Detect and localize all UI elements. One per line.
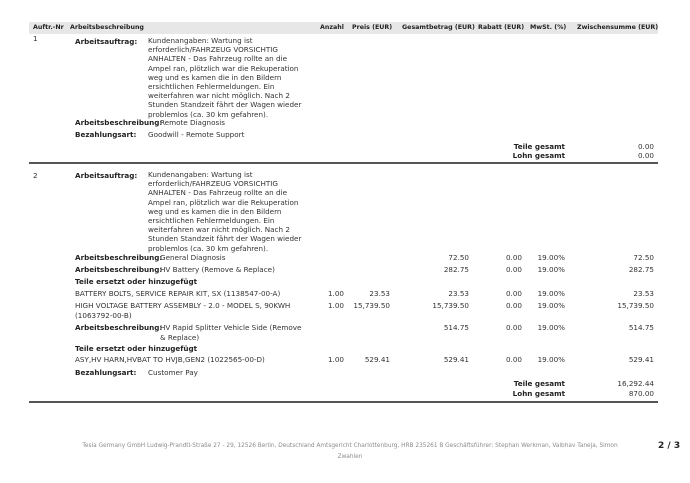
bezahlungsart-label: Bezahlungsart: [75, 130, 137, 139]
rabatt-cell: 0.00 [505, 265, 522, 274]
arbeitsbeschreibung-label: Arbeitsbeschreibung: [75, 118, 163, 127]
arbeitsauftrag-label: Arbeitsauftrag: [75, 171, 138, 180]
gesamtbetrag-cell: 15,739.50 [432, 301, 469, 310]
arbeitsbeschreibung-label: Arbeitsbeschreibung: [75, 323, 163, 332]
parts-heading: Teile ersetzt oder hinzugefügt [75, 277, 198, 286]
col-zwischensumme: Zwischensumme (EUR) [577, 24, 659, 31]
rabatt-cell: 0.00 [505, 323, 522, 332]
rabatt-cell: 0.00 [505, 253, 522, 262]
bezahlungsart-value: Customer Pay [148, 368, 198, 377]
arbeitsauftrag-text: Kundenangaben: Wartung ist erforderlich/FAHRZEUG VORSICHTIG ANHALTEN - Das Fahrzeug rollte an die Ampel ran, plötzlich war die Rekuperation weg und es kamen die in den Bildern ersichtlichen Fehlermeldungen. Ein weiterfahren war nicht möglich. Nach 2 Stunden Standzeit fährt der Wagen wieder problemlos (ca. 30 km gefahren). [148, 36, 302, 119]
mwst-cell: 19.00% [537, 265, 565, 274]
teile-gesamt-value: 16,292.44 [617, 379, 654, 388]
teile-gesamt-label: Teile gesamt [513, 379, 565, 388]
lohn-gesamt-value: 870.00 [628, 389, 654, 398]
part-description-cont: (1063792-00-B) [75, 311, 132, 320]
part-description: ASY,HV HARN,HVBAT TO HVJB,GEN2 (1022565-00-D) [75, 355, 265, 364]
mwst-cell: 19.00% [537, 355, 565, 364]
order-divider [29, 162, 658, 164]
zwischensumme-cell: 72.50 [633, 253, 654, 262]
preis-cell: 15,739.50 [353, 301, 390, 310]
col-preis: Preis (EUR) [352, 24, 393, 31]
lohn-gesamt-label: Lohn gesamt [512, 389, 565, 398]
preis-cell: 23.53 [369, 289, 390, 298]
anzahl-cell: 1.00 [327, 355, 344, 364]
mwst-cell: 19.00% [537, 253, 565, 262]
arbeitsbeschreibung-label: Arbeitsbeschreibung: [75, 265, 163, 274]
footer-line-1: Tesla Germany GmbH Ludwig-Prandtl-Straße 27 - 29, 12526 Berlin, Deutschland Amtsgericht Charlottenburg, HRB 235261 B Geschäftsführer: Stephan Werkman, Vaibhav Taneja, Simon [82, 443, 618, 449]
lohn-gesamt-value: 0.00 [637, 151, 654, 160]
gesamtbetrag-cell: 514.75 [443, 323, 469, 332]
zwischensumme-cell: 15,739.50 [617, 301, 654, 310]
lohn-gesamt-label: Lohn gesamt [512, 151, 565, 160]
part-description: BATTERY BOLTS, SERVICE REPAIR KIT, SX (1138547-00-A) [75, 289, 281, 298]
rabatt-cell: 0.00 [505, 289, 522, 298]
col-gesamtbetrag: Gesamtbetrag (EUR) [402, 24, 475, 31]
mwst-cell: 19.00% [537, 301, 565, 310]
rabatt-cell: 0.00 [505, 355, 522, 364]
gesamtbetrag-cell: 529.41 [443, 355, 469, 364]
teile-gesamt-label: Teile gesamt [513, 142, 565, 151]
bezahlungsart-label: Bezahlungsart: [75, 368, 137, 377]
teile-gesamt-value: 0.00 [637, 142, 654, 151]
arbeitsbeschreibung-value: HV Rapid Splitter Vehicle Side (Remove [160, 323, 302, 332]
bezahlungsart-value: Goodwill - Remote Support [148, 130, 245, 139]
anzahl-cell: 1.00 [327, 289, 344, 298]
zwischensumme-cell: 529.41 [628, 355, 654, 364]
footer-line-2: Zwahlen [337, 454, 363, 460]
page-number: 2 / 3 [658, 441, 681, 451]
mwst-cell: 19.00% [537, 289, 565, 298]
col-rabatt: Rabatt (EUR) [478, 24, 525, 31]
order-number: 2 [33, 171, 38, 180]
rabatt-cell: 0.00 [505, 301, 522, 310]
col-auftrag-nr: Auftr.-Nr [33, 24, 64, 31]
company-footer [70, 441, 630, 463]
zwischensumme-cell: 282.75 [628, 265, 654, 274]
col-anzahl: Anzahl [320, 24, 344, 31]
zwischensumme-cell: 23.53 [633, 289, 654, 298]
preis-cell: 529.41 [364, 355, 390, 364]
arbeitsbeschreibung-value: Remote Diagnosis [160, 118, 225, 127]
gesamtbetrag-cell: 282.75 [443, 265, 469, 274]
arbeitsbeschreibung-label: Arbeitsbeschreibung: [75, 253, 163, 262]
order-divider [29, 401, 658, 403]
zwischensumme-cell: 514.75 [628, 323, 654, 332]
part-description: HIGH VOLTAGE BATTERY ASSEMBLY - 2.0 - MODEL S, 90KWH [75, 301, 291, 310]
arbeitsbeschreibung-value: HV Battery (Remove & Replace) [160, 265, 275, 274]
arbeitsauftrag-label: Arbeitsauftrag: [75, 37, 138, 46]
mwst-cell: 19.00% [537, 323, 565, 332]
gesamtbetrag-cell: 72.50 [448, 253, 469, 262]
col-mwst: MwSt. (%) [530, 24, 567, 31]
arbeitsbeschreibung-value-cont: & Replace) [160, 333, 200, 342]
parts-heading: Teile ersetzt oder hinzugefügt [75, 344, 198, 353]
order-number: 1 [33, 34, 38, 43]
arbeitsauftrag-text: Kundenangaben: Wartung ist erforderlich/FAHRZEUG VORSICHTIG ANHALTEN - Das Fahrzeug rollte an die Ampel ran, plötzlich war die Rekuperation weg und es kamen die in den Bildern ersichtlichen Fehlermeldungen. Ein weiterfahren war nicht möglich. Nach 2 Stunden Standzeit fährt der Wagen wieder problemlos (ca. 30 km gefahren). [148, 170, 302, 253]
gesamtbetrag-cell: 23.53 [448, 289, 469, 298]
col-arbeitsbeschreibung: Arbeitsbeschreibung [70, 24, 144, 31]
arbeitsbeschreibung-value: General Diagnosis [160, 253, 226, 262]
anzahl-cell: 1.00 [327, 301, 344, 310]
